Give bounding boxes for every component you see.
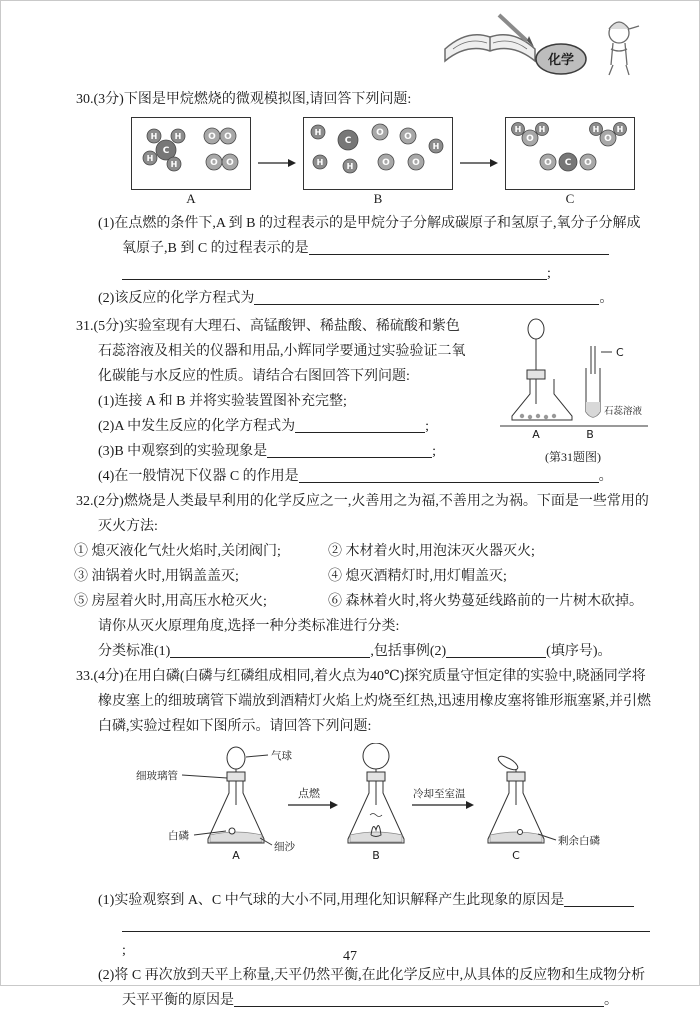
q33-label-remaining: 剩余白磷 xyxy=(558,835,600,847)
q31-item-4-tail: 。 xyxy=(598,469,613,484)
q32-answer-pre: 分类标准(1) xyxy=(98,644,171,659)
arrow-ignite xyxy=(288,801,338,809)
white-phosphorus-a xyxy=(229,828,235,834)
flask-a xyxy=(512,379,572,420)
diagram-label-a: A xyxy=(186,191,196,206)
q32-methods-line-1 xyxy=(74,539,651,564)
q33-label-cool: 冷却至室温 xyxy=(413,788,466,800)
stopper-b xyxy=(367,772,385,781)
q33-item-1-text: (1)实验观察到 A、C 中气球的大小不同,用理化知识解释产生此现象的原因是 xyxy=(98,893,565,908)
molecule-box-b xyxy=(303,117,453,208)
q31-item-4 xyxy=(98,464,651,489)
atom-h: H xyxy=(592,125,600,134)
arrow-right-icon xyxy=(459,156,499,170)
page-number: 47 xyxy=(343,949,357,964)
answer-blank xyxy=(170,642,370,658)
molecule-box-a xyxy=(131,117,251,208)
atom-h: H xyxy=(314,128,322,137)
question-32 xyxy=(76,489,651,664)
diagram-label-c: C xyxy=(565,191,575,206)
q30-item-2 xyxy=(98,286,651,311)
q33-label-tube: 细玻璃管 xyxy=(136,770,178,782)
balloon-a xyxy=(227,747,245,769)
atom-o: O xyxy=(584,158,592,168)
question-31 xyxy=(76,314,651,489)
atom-c: C xyxy=(344,136,352,146)
atom-o: O xyxy=(208,132,216,142)
q30-item-1 xyxy=(98,211,651,286)
q33-label-phosphorus: 白磷 xyxy=(168,830,189,842)
q31-fig-label-a: A xyxy=(532,428,540,440)
answer-blank xyxy=(122,264,547,280)
atom-h: H xyxy=(538,125,546,134)
q32-methods-line-3 xyxy=(74,589,651,614)
answer-blank xyxy=(295,417,425,433)
atom-o: O xyxy=(404,132,412,142)
q32-method-2: ② 木材着火时,用泡沫灭火器灭火; xyxy=(328,544,535,559)
atom-o: O xyxy=(604,134,612,144)
answer-blank xyxy=(122,916,650,932)
flask-c-group xyxy=(488,754,556,843)
atom-o: O xyxy=(376,128,384,138)
q30-item-1-text: (1)在点燃的条件下,A 到 B 的过程表示的是甲烷分子分解成碳原子和氢原子,氧分子分解成氧原子,B 到 C 的过程表示的是 xyxy=(98,216,641,256)
q32-method-1: ① 熄灭液化气灶火焰时,关闭阀门; xyxy=(74,544,281,559)
q31-fig-label-c: C xyxy=(616,346,624,359)
sand-a xyxy=(210,832,262,842)
atom-c: C xyxy=(162,146,170,156)
q30-micro-diagram xyxy=(131,117,651,208)
answer-blank xyxy=(254,289,599,305)
chemistry-badge-label: 化学 xyxy=(547,53,575,68)
answer-blank xyxy=(309,239,609,255)
atom-h: H xyxy=(432,142,440,151)
q31-apparatus-figure xyxy=(488,316,658,440)
q32-answer-tail: (填序号)。 xyxy=(546,644,612,659)
q32-method-5: ⑤ 房屋着火时,用高压水枪灭火; xyxy=(74,594,267,609)
atom-o: O xyxy=(412,158,420,168)
q31-figure-caption: (第31题图) xyxy=(545,450,601,464)
q33-label-balloon: 气球 xyxy=(271,750,292,762)
stopper-a xyxy=(227,772,245,781)
q30-item-1-tail: ; xyxy=(547,266,551,281)
q31-item-2-text: (2)A 中发生反应的化学方程式为 xyxy=(98,419,296,434)
q32-prompt: 请你从灭火原理角度,选择一种分类标准进行分类: xyxy=(98,619,400,634)
chemistry-badge xyxy=(536,44,586,74)
atom-o: O xyxy=(544,158,552,168)
atom-h: H xyxy=(150,132,158,141)
atom-h: H xyxy=(170,160,178,169)
atom-o: O xyxy=(382,158,390,168)
arrow-cool xyxy=(412,801,474,809)
q31-item-1: (1)连接 A 和 B 并将实验装置图补充完整; xyxy=(98,394,347,409)
q33-title: 33.(4分)在用白磷(白磷与红磷组成相同,着火点为40℃)探究质量守恒定律的实验中,晓涵同学将橡皮塞上的细玻璃管下端放到酒精灯火焰上灼烧至红热,迅速用橡皮塞将锥形瓶塞紧,并引燃白磷,实验过程如下图所示。请回答下列问题: xyxy=(76,669,651,734)
q31-figure xyxy=(487,316,659,465)
atom-o: O xyxy=(224,132,232,142)
q31-item-4-text: (4)在一般情况下仪器 C 的作用是 xyxy=(98,469,299,484)
atom-h: H xyxy=(146,154,154,163)
atom-h: H xyxy=(616,125,624,134)
q33-fig-label-c: C xyxy=(512,849,520,862)
thistle-funnel-bulb xyxy=(528,319,544,339)
q32-method-6: ⑥ 森林着火时,将火势蔓延线路前的一片树木砍掉。 xyxy=(328,594,643,609)
arrow-right-icon xyxy=(257,156,297,170)
flask-a-group xyxy=(182,747,272,845)
header-illustration xyxy=(433,7,648,79)
atom-c: C xyxy=(564,158,572,168)
answer-blank xyxy=(267,442,432,458)
q30-item-2-text: (2)该反应的化学方程式为 xyxy=(98,291,255,306)
remaining-phosphorus-blob xyxy=(518,830,523,835)
q30-item-2-tail: 。 xyxy=(599,291,614,306)
diagram-label-b: B xyxy=(373,191,383,206)
q31-fig-label-solution: 石蕊溶液 xyxy=(604,406,643,417)
atom-h: H xyxy=(316,158,324,167)
q33-fig-label-b: B xyxy=(372,849,380,862)
balloon-b xyxy=(363,743,389,769)
answer-blank xyxy=(299,467,599,483)
q31-fig-label-b: B xyxy=(586,428,594,440)
q32-method-3: ③ 油锅着火时,用锅盖盖灭; xyxy=(74,569,239,584)
q33-fig-label-a: A xyxy=(232,849,240,862)
q33-figure xyxy=(76,743,651,886)
atom-o: O xyxy=(526,134,534,144)
atom-o: O xyxy=(226,158,234,168)
q33-item-1-tail: ; xyxy=(122,943,126,958)
q31-item-3-text: (3)B 中观察到的实验现象是 xyxy=(98,444,268,459)
answer-blank xyxy=(564,891,634,907)
q32-answer-mid: ,包括事例(2) xyxy=(370,644,447,659)
open-book-icon xyxy=(445,35,535,61)
atom-h: H xyxy=(514,125,522,134)
stopper-c xyxy=(507,772,525,781)
question-30 xyxy=(76,87,651,311)
atom-h: H xyxy=(346,162,354,171)
q32-answer-line xyxy=(98,639,651,664)
rubber-stopper xyxy=(527,370,545,379)
q33-item-2-text: (2)将 C 再次放到天平上称量,天平仍然平衡,在此化学反应中,从具体的反应物和生成物分析天平平衡的原因是 xyxy=(98,968,646,1008)
atom-o: O xyxy=(210,158,218,168)
q32-title: 32.(2分)燃烧是人类最早利用的化学反应之一,火善用之为福,不善用之为祸。下面是一些常用的灭火方法: xyxy=(76,494,649,534)
q33-item-2 xyxy=(98,963,651,1013)
molecule-box-c xyxy=(505,117,635,208)
q31-item-2-tail: ; xyxy=(425,419,430,434)
flask-b-group xyxy=(348,743,404,843)
sand-c xyxy=(490,832,542,842)
q30-title: 30.(3分)下图是甲烷燃烧的微观模拟图,请回答下列问题: xyxy=(76,92,412,107)
q33-label-sand: 细沙 xyxy=(274,841,295,853)
q31-item-3-tail: ; xyxy=(432,444,437,459)
atom-h: H xyxy=(174,132,182,141)
answer-blank xyxy=(234,991,604,1007)
q33-experiment-figure xyxy=(76,743,638,877)
kid-character-icon xyxy=(609,22,639,75)
q32-method-4: ④ 熄灭酒精灯时,用灯帽盖灭; xyxy=(328,569,507,584)
q33-item-2-tail: 。 xyxy=(604,993,618,1008)
q31-title: 31.(5分)实验室现有大理石、高锰酸钾、稀盐酸、稀硫酸和紫色石蕊溶液及相关的仪器和用品,小辉同学要通过实验验证二氧化碳能与水反应的性质。请结合右图回答下列问题: xyxy=(76,319,466,384)
q33-label-ignite: 点燃 xyxy=(298,787,320,800)
q32-methods-line-2 xyxy=(74,564,651,589)
answer-blank xyxy=(446,642,546,658)
